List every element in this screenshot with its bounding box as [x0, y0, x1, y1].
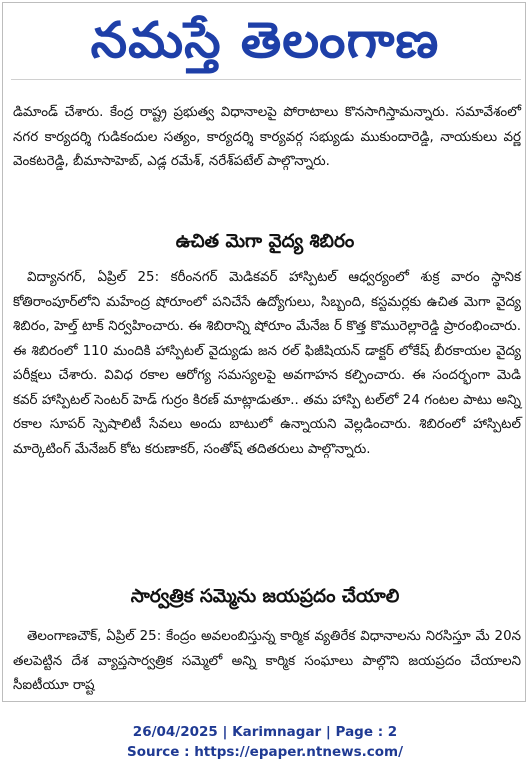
continued-article-text: డిమాండ్ చేశారు. కేంద్ర రాష్ట్ర ప్రభుత్వ విధానాలపై పోరాటాలు కొనసాగిస్తామన్నారు. సమావేశంలో నగర కార్యదర్శి గుడికందుల సత్యం, కార్యదర్శి కార్యవర్గ సభ్యుడు ముకుందారెడ్డి, నాయకులు వర్ణ వెంకటరెడ్డి, బీమాసాహెబ్, ఎడ్ల రమేశ్, నరేశ్‌పటేల్ పాల్గొన్నారు.: [13, 105, 521, 169]
masthead-divider: [11, 79, 521, 80]
article-1-headline: ఉచిత మెగా వైద్య శిబిరం: [175, 231, 355, 252]
newspaper-clipping: [2, 2, 526, 702]
footer-source: Source : https://epaper.ntnews.com/: [126, 744, 404, 760]
article-2-headline: సార్వత్రిక సమ్మెను జయప్రదం చేయాలి: [130, 586, 400, 607]
article-1-body: విద్యానగర్, ఏప్రిల్ 25: కరీంనగర్ మెడికవర్ హాస్పిటల్ ఆధ్వర్యంలో శుక్ర వారం స్థానిక కోతిరాంపూర్‌లోని మహేంద్ర షోరూంలో పనిచేసే ఉద్యోగులు, సిబ్బంది, కస్టమర్లకు ఉచిత మెగా వైద్య శిబిరం, హెల్త్ టాక్ నిర్వహించారు. ఈ శిబిరాన్ని షోరూం మేనేజ ర్ కొత్త కొమురెల్లారెడ్డి ప్రారంభించారు. ఈ శిబిరంలో 110 మందికి హాస్పిటల్ వైద్యుడు జన రల్ ఫిజీషియన్ డాక్టర్ లోకేష్ బీరకాయల వైద్య పరీక్షలు చేశారు. వివిధ రకాల ఆరోగ్య సమస్యలపై అవగాహన కల్పించారు. ఈ సందర్భంగా మెడి కవర్ హాస్పిటల్ సెంటర్ హెడ్ గుర్రం కిరణ్ మాట్లాడుతూ.. తమ హాస్పి టల్‌లో 24 గంటల పాటు అన్ని రకాల సూపర్ స్పెషాలిటీ సేవలు అందు బాటులో ఉన్నాయని వెల్లడించారు. శిబిరంలో హాస్పిటల్ మార్కెటింగ్ మేనేజర్ కోట కరుణాకర్, సంతోష్ తదితరులు పాల్గొన్నారు.: [13, 270, 521, 457]
article-2: [13, 625, 521, 699]
article-1: [13, 266, 521, 462]
article-2-body: తెలంగాణచౌక్, ఏప్రిల్ 25: కేంద్రం అవలంబిస్తున్న కార్మిక వ్యతిరేక విధానాలను నిరసిస్తూ మే 20న తలపెట్టిన దేశ వ్యాప్తసార్వత్రిక సమ్మెలో అన్ని కార్మిక సంఘాలు పాల్గొని జయప్రదం చేయాలని సీఐటీయూ రాష్ట: [13, 629, 521, 693]
masthead: [3, 5, 526, 77]
masthead-logo-text: నమస్తే తెలంగాణ: [90, 12, 440, 70]
continued-article: [13, 101, 521, 175]
footer-dateline: 26/04/2025 | Karimnagar | Page : 2: [132, 724, 398, 740]
